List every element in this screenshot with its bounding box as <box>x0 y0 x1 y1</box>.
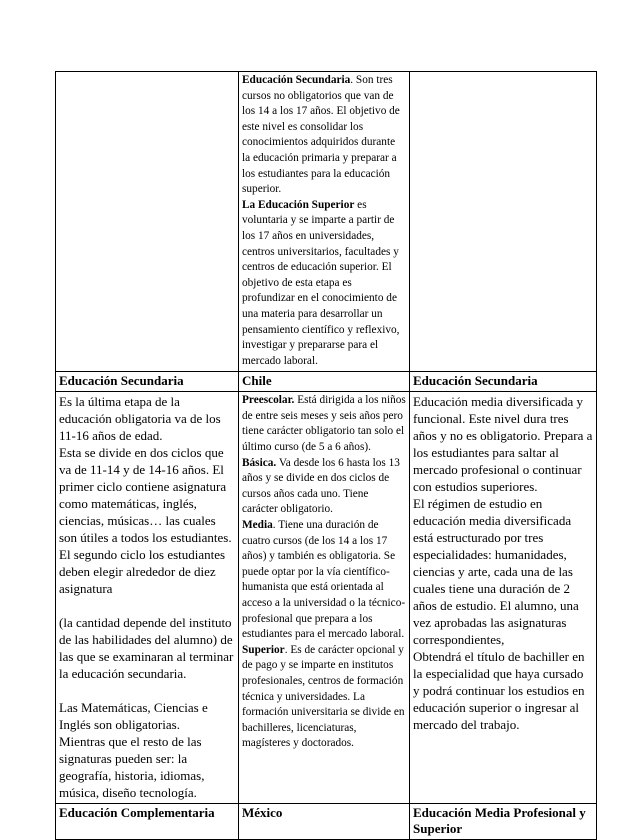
header-cell: México <box>239 804 410 840</box>
body-cell-secondary <box>56 392 239 804</box>
body-paragraph: (la cantidad depende del instituto de las habilidades del alumno) de las que se examinaran al terminar la educación secundaria. <box>59 615 234 682</box>
comparison-table <box>55 71 597 840</box>
body-paragraph: Obtendrá el título de bachiller en la especialidad que haya cursado y podrá continuar los estudios en educación superior o ingresar al mercado del trabajo. <box>413 649 585 733</box>
body-paragraph <box>242 643 406 752</box>
top-cell-empty-left <box>56 72 239 372</box>
body-paragraph-bold: Media <box>242 519 273 532</box>
header-cell: Educación Secundaria <box>56 372 239 392</box>
spacer <box>59 597 235 614</box>
header-cell: Educación Secundaria <box>410 372 597 392</box>
spacer <box>59 682 235 699</box>
top-paragraph <box>242 73 406 198</box>
body-cell-chile <box>239 392 410 804</box>
body-paragraph-bold: Superior <box>242 643 285 656</box>
top-cell-spain-secondary <box>239 72 410 372</box>
top-paragraph-text: es voluntaria y se imparte a partir de los 17 años en universidades, centros universitarios, facultades y centros de educación superior. El objetivo de esta etapa es profundizar en el conocimiento de una materia para desarrollar un pensamiento científico y reflexivo, investigar y prepararse para el mercado laboral. <box>242 198 400 367</box>
body-paragraph <box>242 393 406 455</box>
body-paragraph-text: Va desde los 6 hasta los 13 años y se divide en dos ciclos de cursos años cada uno. Tiene carácter obligatorio. <box>242 456 400 516</box>
body-paragraph-bold: Básica. <box>242 456 277 469</box>
header-cell: Educación Media Profesional y Superior <box>410 804 597 840</box>
top-paragraph-bold: La Educación Superior <box>242 198 355 211</box>
body-paragraph: Es la última etapa de la educación obligatoria va de los 11-16 años de edad. <box>59 394 221 444</box>
top-paragraph-bold: Educación Secundaria <box>242 74 351 86</box>
body-paragraph: Educación media diversificada y funcional. Este nivel dura tres años y no es obligatorio. Prepara a los estudiantes para saltar al mercado profesional o continuar con estudios superiores. <box>413 394 593 495</box>
body-paragraph <box>242 456 406 518</box>
header-cell: Educación Complementaria <box>56 804 239 840</box>
top-paragraph-text: . Son tres cursos no obligatorios que van de los 14 a los 17 años. El objetivo de este nivel es consolidar los conocimientos adquiridos durante la educación primaria y preparar a los estudiantes para la educación superior. <box>242 74 400 196</box>
top-paragraph <box>242 198 406 370</box>
table-header-row <box>56 804 597 840</box>
body-paragraph <box>242 518 406 643</box>
body-paragraph: El régimen de estudio en educación media diversificada está estructurado por tres especialidades: humanidades, ciencias y arte, cada una de las cuales tiene una duración de 2 años de estudio. El alumno, una vez aprobadas las asignaturas correspondientes, <box>413 496 579 648</box>
body-paragraph: El segundo ciclo los estudiantes deben elegir alrededor de diez asignatura <box>59 547 226 597</box>
body-cell-venezuela-secondary <box>410 392 597 804</box>
body-paragraph-text: . Tiene una duración de cuatro cursos (de los 14 a los 17 años) y también es obligatoria. Se puede optar por la vía científico-humanista que está orientada al acceso a la universidad o la técnico-profesional que prepara a los estudiantes para el mercado laboral. <box>242 519 406 641</box>
body-paragraph: Esta se divide en dos ciclos que va de 11-14 y de 14-16 años. El primer ciclo contiene asignatura como matemáticas, inglés, ciencias, músicas… las cuales son útiles a todos los estudiantes. <box>59 445 232 546</box>
header-cell: Chile <box>239 372 410 392</box>
body-paragraph-bold: Preescolar. <box>242 394 295 407</box>
body-paragraph: Las Matemáticas, Ciencias e Inglés son obligatorias. <box>59 700 208 733</box>
body-paragraph-text: Está dirigida a los niños de entre seis meses y seis años pero tiene carácter obligatorio tan solo el último curso (de 5 a 6 años). <box>242 394 406 454</box>
table-body-row <box>56 392 597 804</box>
body-paragraph-text: . Es de carácter opcional y de pago y se imparte en institutos profesionales, centros de formación técnica y universidades. La formación universitaria se divide en bachilleres, licenciaturas, magísteres y doctorados. <box>242 643 405 750</box>
top-cell-empty-right <box>410 72 597 372</box>
table-row-top <box>56 72 597 372</box>
table-header-row <box>56 372 597 392</box>
body-paragraph: Mientras que el resto de las signaturas pueden ser: la geografía, historia, idiomas, música, diseño tecnología. <box>59 734 205 801</box>
